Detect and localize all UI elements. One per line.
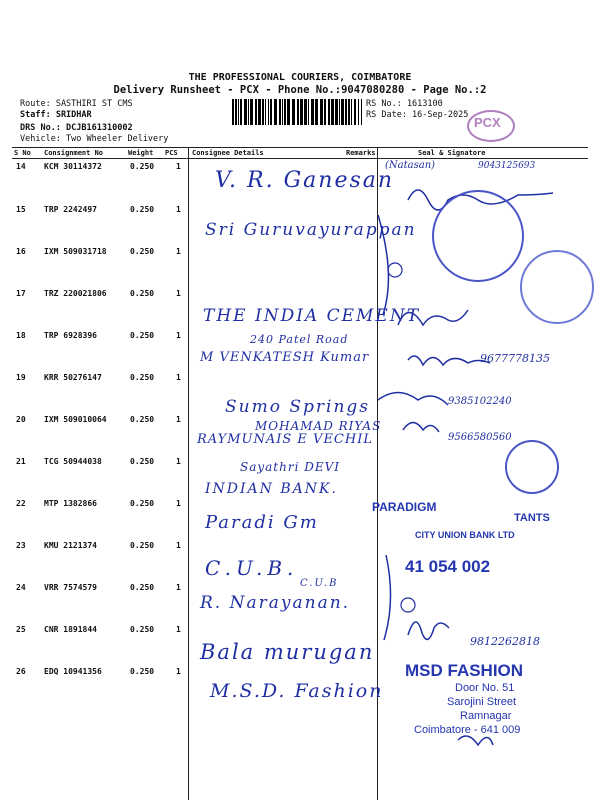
paradigm-stamp-suffix: TANTS — [514, 512, 550, 524]
row-pcs: 1 — [176, 583, 181, 592]
barcode-bar — [238, 99, 239, 125]
barcode-bar — [341, 99, 344, 125]
row-sno: 16 — [16, 247, 26, 256]
row-pcs: 1 — [176, 289, 181, 298]
row-weight: 0.250 — [130, 625, 155, 634]
barcode-bar — [255, 99, 257, 125]
row-consignment: TCG 50944038 — [44, 457, 102, 466]
route-line: Route: SASTHIRI ST CMS — [20, 99, 133, 109]
row-pcs: 1 — [176, 162, 181, 171]
bracket-row15 — [378, 215, 388, 315]
barcode-bar — [250, 99, 253, 125]
barcode-bar — [361, 99, 362, 125]
seal-row15 — [432, 190, 524, 282]
col-weight: Weight — [128, 149, 154, 157]
barcode-bar — [235, 99, 237, 125]
signature-row18 — [408, 356, 490, 365]
circled-number-row16 — [388, 263, 402, 277]
barcode-bar — [358, 99, 359, 125]
barcode-bar — [258, 99, 261, 125]
barcode-bar — [240, 99, 242, 125]
barcode — [232, 99, 362, 125]
barcode-bar — [324, 99, 326, 125]
hw-row21-bank: INDIAN BANK. — [205, 481, 338, 497]
barcode-bar — [335, 99, 338, 125]
barcode-bar — [287, 99, 290, 125]
row-sno: 19 — [16, 373, 26, 382]
row-sno: 20 — [16, 415, 26, 424]
hw-row20-firm: RAYMUNAIS E VECHIL — [197, 432, 373, 447]
row-weight: 0.250 — [130, 331, 155, 340]
row-sno: 18 — [16, 331, 26, 340]
hw-row14-note: (Natasan) — [385, 160, 436, 171]
hw-row18-address: 240 Patel Road — [250, 333, 349, 346]
barcode-bar — [328, 99, 330, 125]
paradigm-stamp: PARADIGM — [372, 500, 437, 514]
msd-stamp-city: Coimbatore - 641 009 — [414, 724, 521, 736]
signature-row19 — [378, 393, 448, 406]
barcode-bar — [300, 99, 303, 125]
barcode-bar — [311, 99, 314, 125]
row-sno: 26 — [16, 667, 26, 676]
row-consignment: KRR 50276147 — [44, 373, 102, 382]
row-sno: 23 — [16, 541, 26, 550]
barcode-bar — [292, 99, 295, 125]
hw-row25-name: Bala murugan — [200, 640, 375, 664]
row-consignment: TRP 6928396 — [44, 331, 97, 340]
col-remarks: Remarks — [346, 149, 376, 157]
row-sno: 25 — [16, 625, 26, 634]
barcode-bar — [345, 99, 347, 125]
barcode-bar — [304, 99, 307, 125]
hw-row25-phone: 9812262818 — [470, 635, 540, 648]
barcode-bar — [274, 99, 277, 125]
col-pcs: PCS — [165, 149, 178, 157]
col-seal: Seal & Signatore — [418, 149, 486, 157]
hw-row18-name: M VENKATESH Kumar — [200, 350, 370, 365]
hw-row22-name: Paradi Gm — [205, 512, 319, 533]
barcode-bar — [244, 99, 247, 125]
barcode-bar — [248, 99, 249, 125]
signature-row17 — [398, 310, 468, 325]
seal-row21 — [505, 440, 559, 494]
row-sno: 22 — [16, 499, 26, 508]
msd-stamp-area: Ramnagar — [460, 710, 512, 722]
row-pcs: 1 — [176, 415, 181, 424]
drs-line: DRS No.: DCJB161310002 — [20, 123, 133, 133]
row-sno: 15 — [16, 205, 26, 214]
rs-date: RS Date: 16-Sep-2025 — [366, 110, 469, 120]
row-weight: 0.250 — [130, 541, 155, 550]
hw-row26-name: M.S.D. Fashion — [210, 680, 384, 702]
row-weight: 0.250 — [130, 162, 155, 171]
row-consignment: MTP 1382866 — [44, 499, 97, 508]
row-consignment: VRR 7574579 — [44, 583, 97, 592]
row-weight: 0.250 — [130, 373, 155, 382]
hw-row17-name: THE INDIA CEMENT — [203, 306, 421, 326]
barcode-bar — [270, 99, 272, 125]
barcode-bar — [297, 99, 299, 125]
hw-row18-phone: 9677778135 — [480, 352, 550, 365]
bracket-row24 — [384, 555, 391, 640]
row-consignment: EDQ 10941356 — [44, 667, 102, 676]
row-sno: 17 — [16, 289, 26, 298]
cub-stamp-title: CITY UNION BANK LTD — [415, 530, 515, 540]
barcode-bar — [279, 99, 281, 125]
barcode-bar — [331, 99, 334, 125]
hw-row14-name: V. R. Ganesan — [215, 168, 395, 193]
pcx-stamp-text: PCX — [474, 115, 501, 130]
circled-number-row24 — [401, 598, 415, 612]
row-pcs: 1 — [176, 331, 181, 340]
barcode-bar — [315, 99, 318, 125]
barcode-bar — [339, 99, 340, 125]
cub-stamp-phone: 41 054 002 — [405, 557, 491, 576]
hw-row19-phone: 9385102240 — [448, 396, 512, 407]
runsheet-title: Delivery Runsheet - PCX - Phone No.:9047080280 - Page No.:2 — [113, 84, 487, 96]
hw-row20-phone: 9566580560 — [448, 432, 512, 443]
barcode-bar — [268, 99, 269, 125]
barcode-bar — [308, 99, 309, 125]
row-weight: 0.250 — [130, 499, 155, 508]
row-weight: 0.250 — [130, 205, 155, 214]
row-consignment: KMU 2121374 — [44, 541, 97, 550]
row-consignment: TRZ 220021806 — [44, 289, 107, 298]
hw-row20-name: MOHAMAD RIYAS — [255, 419, 382, 433]
hw-row19-name: Sumo Springs — [225, 397, 371, 417]
staff-line: Staff: SRIDHAR — [20, 110, 92, 120]
barcode-bar — [354, 99, 356, 125]
row-weight: 0.250 — [130, 457, 155, 466]
row-weight: 0.250 — [130, 247, 155, 256]
row-sno: 21 — [16, 457, 26, 466]
consignee-divider — [188, 148, 189, 800]
hw-row14-phone: 9043125693 — [478, 161, 536, 171]
row-pcs: 1 — [176, 457, 181, 466]
barcode-bar — [348, 99, 350, 125]
vehicle-line: Vehicle: Two Wheeler Delivery — [20, 134, 169, 144]
col-consignment: Consignment No — [44, 149, 104, 157]
row-pcs: 1 — [176, 625, 181, 634]
hw-row21-name: Sayathri DEVI — [240, 460, 341, 474]
row-consignment: IXM 509031718 — [44, 247, 107, 256]
row-weight: 0.250 — [130, 289, 155, 298]
hw-row24-name: R. Narayanan. — [200, 593, 351, 613]
seal-row17 — [520, 250, 594, 324]
row-consignment: CNR 1891844 — [44, 625, 97, 634]
row-consignment: KCM 30114372 — [44, 162, 102, 171]
row-pcs: 1 — [176, 247, 181, 256]
rs-number: RS No.: 1613100 — [366, 99, 443, 109]
row-pcs: 1 — [176, 667, 181, 676]
signature-row25 — [408, 622, 449, 639]
col-consignee: Consignee Details — [192, 149, 264, 157]
row-pcs: 1 — [176, 373, 181, 382]
row-sno: 24 — [16, 583, 26, 592]
msd-stamp-street: Sarojini Street — [447, 696, 517, 708]
barcode-bar — [320, 99, 323, 125]
signature-row20 — [403, 423, 439, 433]
row-weight: 0.250 — [130, 583, 155, 592]
hw-row15-name: Sri Guruvayurappan — [205, 220, 417, 240]
table-top-line — [12, 147, 588, 148]
barcode-bar — [282, 99, 283, 125]
rs-meta — [366, 99, 468, 121]
row-consignment: TRP 2242497 — [44, 205, 97, 214]
signature-row26 — [458, 736, 493, 745]
barcode-bar — [232, 99, 234, 125]
hw-row24-note: C.U.B — [300, 578, 339, 589]
company-title: THE PROFESSIONAL COURIERS, COIMBATORE — [188, 72, 412, 83]
row-consignment: IXM 509010064 — [44, 415, 107, 424]
barcode-bar — [265, 99, 266, 125]
hw-row23-name: C.U.B. — [205, 556, 299, 580]
row-pcs: 1 — [176, 205, 181, 214]
barcode-bar — [351, 99, 352, 125]
row-weight: 0.250 — [130, 415, 155, 424]
barcode-bar — [262, 99, 264, 125]
barcode-bar — [284, 99, 286, 125]
col-sno: S No — [14, 149, 31, 157]
row-sno: 14 — [16, 162, 26, 171]
row-weight: 0.250 — [130, 667, 155, 676]
table-header-line — [12, 158, 588, 159]
msd-stamp-name: MSD FASHION — [405, 661, 524, 680]
msd-stamp-door: Door No. 51 — [455, 682, 515, 694]
row-pcs: 1 — [176, 541, 181, 550]
row-pcs: 1 — [176, 499, 181, 508]
